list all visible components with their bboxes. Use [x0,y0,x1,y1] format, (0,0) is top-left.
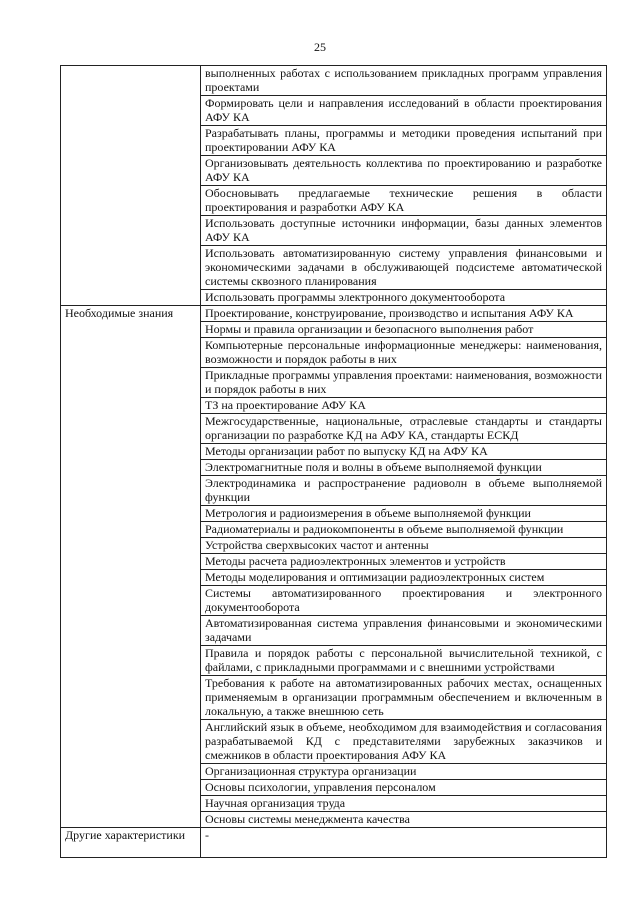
knowledge-item: Электродинамика и распространение радиоволн в объеме выполняемой функции [201,476,607,506]
knowledge-item: Методы моделирования и оптимизации радиоэлектронных систем [201,570,607,586]
requirements-table [60,65,607,858]
skill-item: Формировать цели и направления исследований в области проектирования АФУ КА [201,96,607,126]
knowledge-item: Устройства сверхвысоких частот и антенны [201,538,607,554]
knowledge-item: Прикладные программы управления проектами: наименования, возможности и порядок работы в них [201,368,607,398]
knowledge-item: Организационная структура организации [201,764,607,780]
knowledge-item: Проектирование, конструирование, производство и испытания АФУ КА [201,306,607,322]
knowledge-item: Электромагнитные поля и волны в объеме выполняемой функции [201,460,607,476]
skill-item: выполненных работах с использованием прикладных программ управления проектами [201,66,607,96]
knowledge-item: Межгосударственные, национальные, отраслевые стандарты и стандарты организации по разработке КД на АФУ КА, стандарты ЕСКД [201,414,607,444]
other-characteristics-label: Другие характеристики [61,828,201,858]
skill-item: Разрабатывать планы, программы и методики проведения испытаний при проектировании АФУ КА [201,126,607,156]
knowledge-item: Компьютерные персональные информационные менеджеры: наименования, возможности и порядок работы в них [201,338,607,368]
skills-label-cell [61,66,201,306]
knowledge-item: ТЗ на проектирование АФУ КА [201,398,607,414]
knowledge-item: Метрология и радиоизмерения в объеме выполняемой функции [201,506,607,522]
knowledge-item: Основы психологии, управления персоналом [201,780,607,796]
knowledge-item: Правила и порядок работы с персональной вычислительной техникой, с файлами, с прикладными программами и с внешними устройствами [201,646,607,676]
knowledge-item: Автоматизированная система управления финансовыми и экономическими задачами [201,616,607,646]
knowledge-item: Радиоматериалы и радиокомпоненты в объеме выполняемой функции [201,522,607,538]
knowledge-item: Системы автоматизированного проектирования и электронного документооборота [201,586,607,616]
knowledge-item: Методы расчета радиоэлектронных элементов и устройств [201,554,607,570]
knowledge-item: Основы системы менеджмента качества [201,812,607,828]
knowledge-item: Научная организация труда [201,796,607,812]
knowledge-label: Необходимые знания [61,306,201,828]
skill-item: Использовать доступные источники информации, базы данных элементов АФУ КА [201,216,607,246]
knowledge-item: Методы организации работ по выпуску КД на АФУ КА [201,444,607,460]
page-number: 25 [314,40,326,54]
knowledge-item: Нормы и правила организации и безопасного выполнения работ [201,322,607,338]
skill-item: Использовать автоматизированную систему управления финансовыми и экономическими задачами в обслуживающей подсистеме автоматической системы сквозного планирования [201,246,607,290]
knowledge-item: Английский язык в объеме, необходимом для взаимодействия и согласования разрабатываемой КД с представителями зарубежных заказчиков и смежников в области проектирования АФУ КА [201,720,607,764]
skill-item: Организовывать деятельность коллектива по проектированию и разработке АФУ КА [201,156,607,186]
other-characteristics-value: - [201,828,607,858]
skill-item: Обосновывать предлагаемые технические решения в области проектирования и разработки АФУ КА [201,186,607,216]
skill-item: Использовать программы электронного документооборота [201,290,607,306]
knowledge-item: Требования к работе на автоматизированных рабочих местах, оснащенных применяемым в организации программным обеспечением и включенным в локальную, а также внешнюю сеть [201,676,607,720]
